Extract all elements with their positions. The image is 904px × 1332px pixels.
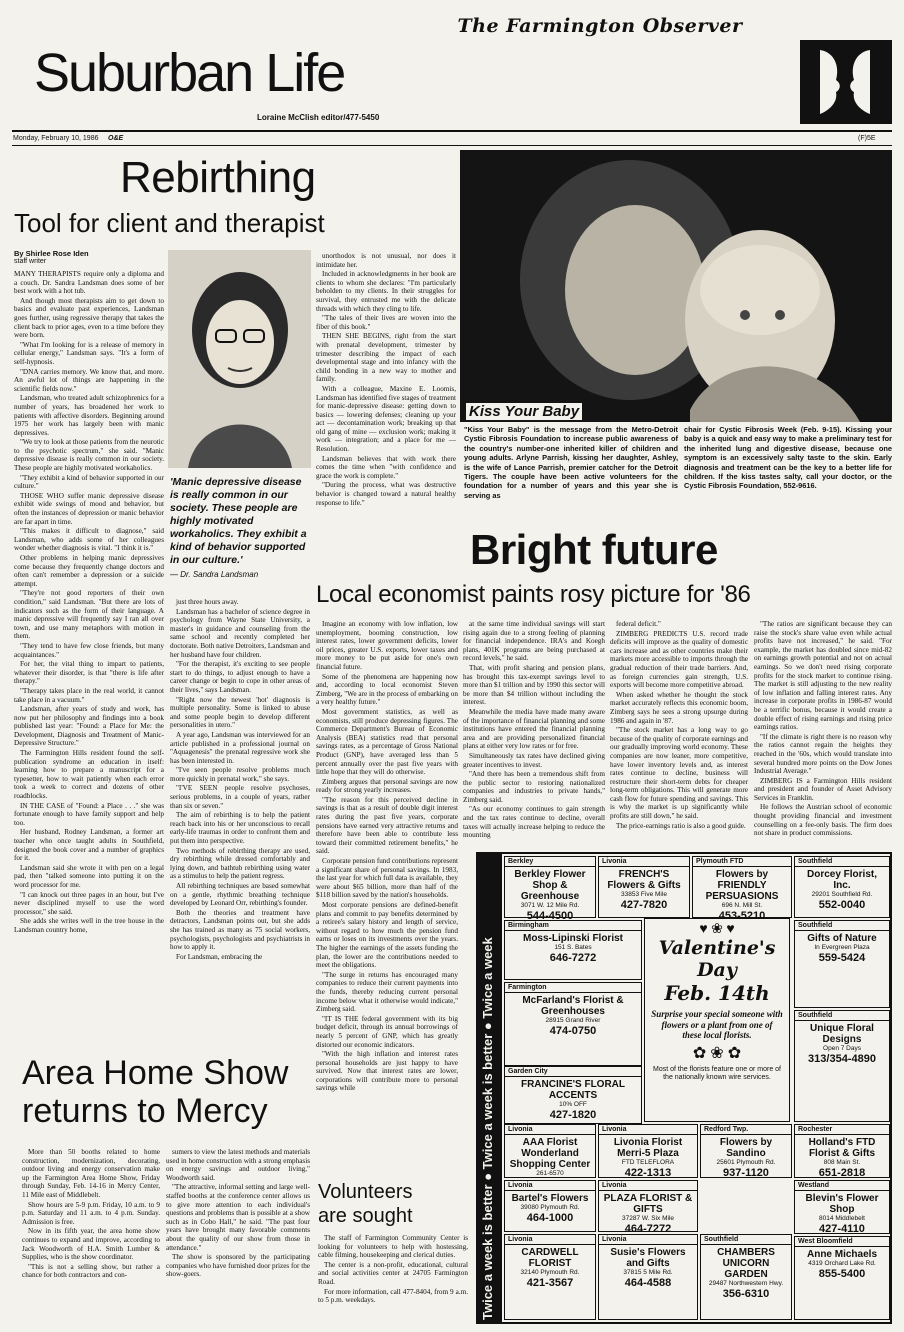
page-number: (F)5E xyxy=(858,135,876,142)
rebirthing-subhead: Tool for client and therapist xyxy=(14,208,325,238)
florist-address: 25601 Plymouth Rd. xyxy=(716,1159,776,1166)
florist-ad xyxy=(794,1010,890,1122)
paragraph: "The stock market has a long way to go because of the quality of corporate earnings and our gradually improving world economy. These companies are now leaner, more competitive, have lower inventory levels and, as interest rates continue to decline, business will restructure their short-term debts for cheaper long-term obligations. This will generate more cash flow for future spending and savings. This is why the market is up significantly while profits are still down," he said. xyxy=(610,726,748,821)
paragraph: Some of the phenomena are happening now and, according to local economist Steven Zimberg, "We are in the process of embarking on a very healthy future." xyxy=(316,672,458,707)
florist-phone: 356-6310 xyxy=(722,1288,770,1300)
valentine-date: Feb. 14th xyxy=(664,981,770,1005)
florist-ad xyxy=(504,1234,596,1320)
paragraph: The staff of Farmington Community Center is looking for volunteers to help with hostessing, cable filming, housekeeping and clerical duties. xyxy=(318,1234,468,1260)
paragraph: MANY THERAPISTS require only a diploma and a couch. Dr. Sandra Landsman does some of her best work with a hot tub. xyxy=(14,270,164,296)
florist-name: Holland's FTD Florist & Gifts xyxy=(808,1137,876,1159)
paragraph: She adds she writes well in the tree house in the Landsman country home, xyxy=(14,917,164,934)
florist-name: AAA Florist Wonderland Shopping Center xyxy=(509,1137,591,1170)
florist-ad xyxy=(598,1234,698,1320)
florist-name: FRANCINE'S FLORAL ACCENTS xyxy=(520,1079,626,1101)
florist-address: 37815 5 Mile Rd. xyxy=(623,1269,673,1276)
volunteers-headline-2: are sought xyxy=(318,1205,413,1227)
faces-logo-icon xyxy=(800,40,892,124)
kiss-your-baby-banner: Kiss Your Baby xyxy=(466,403,582,420)
paragraph: Two methods of rebirthing therapy are used, dry rebirthing while dressed comfortably and lying down, and bathtub rebirthing using water as a stimulus to help the patient regress. xyxy=(170,846,310,881)
florist-town: Southfield xyxy=(795,921,889,931)
florist-ad xyxy=(504,1066,642,1124)
florist-name: McFarland's Florist & Greenhouses xyxy=(522,995,624,1017)
valentine-text: Surprise your special someone with flowers or a plant from one of these local florists. xyxy=(651,1009,783,1040)
paragraph: "The ratios are significant because they can raise the stock's share value even while actual profits have not increased," he said. "For example, the market has doubled since mid-82 on earnings growth potential and not on actual earnings. So we don't need rising corporate profits for the stock market to continue rising. The market is still adjusting to the new reality of low inflation and falling interest rates. Any increase in corporate profits in 1986-87 would be a terrific bonus, because it would create a double effect of rising earnings and rising price earnings ratios. xyxy=(754,620,892,732)
florist-ad xyxy=(794,1180,890,1234)
home-show-headline-1: Area Home Show xyxy=(22,1054,289,1092)
paragraph: THOSE WHO suffer manic depressive disease exhibit wide swings of mood and behavior, but often the instances of depression or manic behavior are far apart in time. xyxy=(14,491,164,526)
bright-column-2 xyxy=(463,620,605,848)
florist-address: 33853 Five Mile xyxy=(621,891,667,898)
florist-address: 29487 Northwestern Hwy. xyxy=(708,1280,784,1287)
florist-phone: 464-7272 xyxy=(624,1223,672,1235)
florist-phone: 427-7820 xyxy=(620,899,668,911)
masthead-logo xyxy=(800,40,892,124)
florist-address: 151 S. Bates xyxy=(554,944,592,951)
paragraph: Landsman, after years of study and work, has now put her philosophy and findings into a book published last year: "Found: a Place for Me: the Development, Diagnosis and Treatment of Manic-Depressive Structure." xyxy=(14,705,164,748)
paragraph: "This makes it difficult to diagnose," said Landsman, who adds some of her colleagues wonder whether diagnosis is vital. "I think it is." xyxy=(14,527,164,553)
paragraph: Landsman has a bachelor of science degree in psychology from Wayne State University, a master's in guidance and counseling from the same school and recently completed her doctorate. Both native Detroiters, Landsman and her husband have four children. xyxy=(170,607,310,659)
rebirthing-column-2 xyxy=(170,598,310,1048)
paragraph: "The surge in returns has encouraged many companies to reduce their current payments into the funds, thereby reducing current personal income below what it otherwise would indicate," Zimberg said. xyxy=(316,970,458,1014)
florist-phone: 474-0750 xyxy=(549,1025,597,1037)
paragraph: "I can knock out three pages in an hour, but I've never disciplined myself to use the word processor," she said. xyxy=(14,890,164,916)
rebirthing-column-3 xyxy=(316,252,456,530)
florist-ad xyxy=(794,1236,890,1320)
florist-phone: 651-2818 xyxy=(818,1167,866,1179)
paragraph: He follows the Austrian school of economic thought providing financial and investment counselling on a fee-only basis. The firm does not share in product commissions. xyxy=(754,803,892,838)
paragraph: The center is a non-profit, educational, cultural and social activities center at 24705 Farmington Road. xyxy=(318,1260,468,1286)
paragraph: "I'VE SEEN people resolve psychoses, serious problems, in a couple of years, rather than six or seven." xyxy=(170,784,310,810)
edition-mark: O&E xyxy=(108,135,124,142)
paragraph: "During the process, what was destructive behavior is changed toward a natural healthy response to life." xyxy=(316,481,456,507)
paragraph: Most government statistics, as well as economists, still produce depressing figures. The Commerce Department's Bureau of Economic Analysis (BEA) statistics read that personal savings rates, as a percentage of Gross National Product (GNP), have averaged less than 5 percent annually over the past five years with little hope that they will do otherwise. xyxy=(316,707,458,777)
florist-town: Redford Twp. xyxy=(701,1125,791,1135)
paragraph: With a colleague, Maxine E. Loomis, Landsman has identified five stages of treatment for manic-depressive disease: getting down to basics — lowering defenses; cleaning up your act — decontamination work; breaking up that old gang of mine — exclusion work; making it work — integration; and a place for me — Resolution. xyxy=(316,384,456,454)
florist-side-banner xyxy=(476,852,502,1324)
paragraph: "I've seen people resolve problems much more quickly in prenatal work," she says. xyxy=(170,766,310,783)
florist-town: Livonia xyxy=(505,1125,595,1135)
paragraph: "Right now the newest 'hot' diagnosis is multiple personality. Some is linked to abuse and some people begin to develop different personalities in utero." xyxy=(170,695,310,730)
florist-ad xyxy=(794,920,890,1008)
paragraph: Most corporate pensions are defined-benefit plans and commit to pay benefits determined by a retiree's salary history and length of service, without regard to how much the pension fund earns or loses on its investments over the years. The higher the earnings of the assets funding the plan, the lower are the contributions needed to meet the obligations. xyxy=(316,901,458,970)
florist-phone: 544-4500 xyxy=(526,910,574,922)
florist-ad xyxy=(700,1124,792,1178)
florist-town: Rochester xyxy=(795,1125,889,1135)
florist-name: Unique Floral Designs xyxy=(810,1023,874,1045)
paragraph: Meanwhile the media have made many aware of the importance of financial planning and some institutions have entered the financial planning area and are providing personalized financial plans at either very low rates or for free. xyxy=(463,707,605,751)
florist-town: Livonia xyxy=(505,1181,595,1191)
florist-address: 28915 Grand River xyxy=(545,1017,601,1024)
florist-phone: 464-4588 xyxy=(624,1277,672,1289)
rebirthing-headline: Rebirthing xyxy=(120,153,316,202)
florist-town: Farmington xyxy=(505,983,641,993)
paragraph: And though most therapists aim to get down to basics and evaluate past experiences, Landsman goes further, using regressive therapy that takes the client back to prior ages, even to a time before they were born. xyxy=(14,296,164,340)
paragraph: Landsman, who treated adult schizophrenics for a number of years, has broadened her work to patients with affective disorders. Beginning around 1975 her work has largely been with manic depressives. xyxy=(14,394,164,437)
kiss-your-baby-photo xyxy=(460,150,892,422)
florist-town: Birmingham xyxy=(505,921,641,931)
florist-address: 32140 Plymouth Rd. xyxy=(520,1269,580,1276)
florist-town: Garden City xyxy=(505,1067,641,1077)
paragraph: just three hours away. xyxy=(176,598,239,606)
florist-address: 8014 Middlebelt xyxy=(819,1215,865,1222)
paragraph: "They exhibit a kind of behavior supported in our culture." xyxy=(14,473,164,491)
florist-name: Berkley Flower Shop & Greenhouse xyxy=(514,869,586,902)
paragraph: Imagine an economy with low inflation, low unemployment, booming construction, low interest rates, lower government deficits, lower oil prices, greater U.S. exports, lower taxes and more money to be put aside for one's own financial future. xyxy=(316,620,458,671)
bright-future-headline: Bright future xyxy=(470,526,718,573)
florist-town: Livonia xyxy=(599,857,689,867)
paragraph: All rebirthing techniques are based somewhat on a gentle, rhythmic breathing technique developed by Leonard Orr, rebirthing's founder. xyxy=(170,882,310,908)
paragraph: Both the theories and treatment have detractors, Landsman points out, but she adds she has trained as many as 75 social workers, psychologists, psychologists and psychiatrists in how to apply it. xyxy=(170,908,310,952)
paragraph: ZIMBERG PREDICTS U.S. record trade deficits will improve as the quality of domestic cars increase and as other countries make their markets more accessible to imports through the gradual reduction of their trade barriers. And, as foreign currencies gain strength, U.S. exports will become more competitive abroad. xyxy=(610,629,748,690)
valentine-title-1: Valentine's xyxy=(658,937,776,959)
paragraph: The show is sponsored by the participating companies who have furnished door prizes for the show-goers. xyxy=(166,1253,310,1279)
paragraph: For her, the vital thing to impart to patients, whatever their disorder, is that "there is life after therapy." xyxy=(14,660,164,686)
florist-name: PLAZA FLORIST & GIFTS xyxy=(603,1193,693,1215)
paragraph: "The attractive, informal setting and large well-staffed booths at the conference center allows us to give more attention to each individual's questions and problems than is possible at a show such as in Cobo Hall," he said. "The past four years have brought many favorable comments about the quality of our show from those in attendance." xyxy=(166,1183,310,1252)
home-show-column-2 xyxy=(166,1148,310,1324)
florist-ad xyxy=(504,1180,596,1232)
florist-town: Westland xyxy=(795,1181,889,1191)
paragraph: A year ago, Landsman was interviewed for an article published in a professional journal on "Aquagenesis" the prenatal regressive work she has been interested in. xyxy=(170,730,310,765)
paragraph: The aim of rebirthing is to help the patient reach back into his or her unconscious to recall early-life traumas in order to confront them and put them into perspective. xyxy=(170,811,310,846)
paragraph: "With the high inflation and interest rates personal households are just happy to have survived. Now that interest rates are lower, corporations will contribute more to personal savings while xyxy=(316,1050,458,1093)
paragraph: at the same time individual savings will start rising again due to a strong feeling of planning for financial independence. IRA's and Koegh plans, 401K programs are being purchased at record levels," he said. xyxy=(463,620,605,663)
florist-town: Livonia xyxy=(599,1125,697,1135)
paragraph: Her husband, Rodney Landsman, a former art teacher who once taught adults in Southfield, designed the book cover and a number of graphics for it. xyxy=(14,828,164,863)
paragraph: "What I'm looking for is a release of memory in cellular energy," Landsman says. "It's a form of self-hypnosis. xyxy=(14,340,164,366)
florist-name: Flowers by FRIENDLY PERSUASIONS xyxy=(705,869,779,902)
paragraph: unorthodox is not unusual, nor does it intimidate her. xyxy=(316,252,456,269)
florist-phone: 559-5424 xyxy=(818,952,866,964)
florist-town: Berkley xyxy=(505,857,595,867)
florist-name: CHAMBERS UNICORN GARDEN xyxy=(717,1247,775,1280)
valentine-heart-icon: ♥ ❀ ♥ xyxy=(699,922,735,937)
florist-address: In Evergreen Plaza xyxy=(814,944,870,951)
pullquote xyxy=(170,476,310,579)
florist-name: Gifts of Nature xyxy=(807,933,877,944)
florist-address: Open 7 Days xyxy=(823,1045,861,1052)
bright-column-4 xyxy=(754,620,892,848)
paragraph: The Farmington Hills resident found the self-publication syndrome an education in itself: learning how to prepare a manuscript for a typesetter, how to wait patiently when each error took a week to correct and dozens of other roadblocks. xyxy=(14,749,164,801)
florist-address: 4319 Orchard Lake Rd. xyxy=(808,1260,876,1267)
florist-ad xyxy=(504,856,596,922)
paragraph: sumers to view the latest methods and materials used in home construction with a strong emphasis on energy savings and outdoor living," Woodworth said. xyxy=(166,1148,310,1182)
florist-name: Bartel's Flowers xyxy=(511,1193,589,1204)
paragraph: Landsman believes that with work there comes the time when "with confidence and grace the work is complete." xyxy=(316,454,456,480)
paragraph: federal deficit." xyxy=(616,620,661,628)
editor-credit: Loraine McClish editor/477-5450 xyxy=(257,113,380,122)
paragraph: "Therapy takes place in the real world, it cannot take place in a vacuum." xyxy=(14,686,164,704)
paragraph: Simultaneously tax rates have declined giving greater incentives to invest. xyxy=(463,751,605,769)
paragraph: "And there has been a tremendous shift from the public sector to restoring nationalized companies and industries to private hands," Zimberg said. xyxy=(463,770,605,804)
florist-address: 261-6570 xyxy=(536,1170,564,1177)
rebirthing-byline-title: staff writer xyxy=(14,258,47,265)
bright-column-3 xyxy=(610,620,748,848)
florist-town: Livonia xyxy=(599,1235,697,1245)
landsman-portrait xyxy=(168,250,311,468)
florist-name: Blevin's Flower Shop xyxy=(805,1193,879,1215)
florist-address: FTD TELEFLORA xyxy=(621,1159,675,1166)
paragraph: "The tales of their lives are woven into the fiber of this book." xyxy=(316,314,456,331)
florist-town: Livonia xyxy=(599,1181,697,1191)
home-show-column-1 xyxy=(22,1148,160,1324)
dateline-rule xyxy=(12,145,892,146)
paragraph: "IT IS THE federal government with its big budget deficit, through its annual borrowings of nearly 5 percent of GNP, which has greatly distorted our economic indicators. xyxy=(316,1014,458,1049)
florist-name: Moss-Lipinski Florist xyxy=(522,933,623,944)
florist-address: 29201 Southfield Rd. xyxy=(811,891,873,898)
paragraph: Zimberg argues that personal savings are now ready for strong yearly increases. xyxy=(316,777,458,795)
florist-name: Anne Michaels xyxy=(806,1249,878,1260)
paragraph: Corporate pension fund contributions represent a significant share of personal savings. In 1983, the last year for which full data is available, they were about $65 billion, more than half of the $118 billion saved by the nation's households. xyxy=(316,857,458,900)
florist-town: Southfield xyxy=(795,857,889,867)
masthead-rule xyxy=(12,130,892,132)
florist-phone: 855-5400 xyxy=(818,1268,866,1280)
florist-name: Dorcey Florist, Inc. xyxy=(806,869,878,891)
volunteers-headline-1: Volunteers xyxy=(318,1181,413,1203)
paragraph: IN THE CASE of "Found: a Place . . ." she was fortunate enough to have family support and help too. xyxy=(14,801,164,827)
florist-phone: 421-3567 xyxy=(526,1277,574,1289)
florist-name: Livonia Florist Merri-5 Plaza xyxy=(613,1137,683,1159)
florist-phone: 552-0040 xyxy=(818,899,866,911)
paragraph: "This is not a selling show, but rather a chance for both contractors and con- xyxy=(22,1262,160,1280)
paragraph: "They're not good reporters of their own condition," said Landsman. "But there are lots of indicators such as the form of their language. A manic depressive will frequently say I ran all over town, and use many metaphors with motion in them. xyxy=(14,589,164,641)
paragraph: When asked whether he thought the stock market accurately reflects this economic boom, Zimberg says he sees a strong upsurge during 1986 and again in '87. xyxy=(610,690,748,725)
paragraph: Included in acknowledgments in her book are clients to whom she declares: "I'm particularly beholden to my clients. In their struggles for survival, they entrusted me with the delicate threads with which they cling to life. xyxy=(316,270,456,313)
paragraph: Landsman said she wrote it with pen on a legal pad, then "talked someone into putting it on the word processor for me. xyxy=(14,863,164,889)
florist-address: 37287 W. Six Mile xyxy=(621,1215,675,1222)
paragraph: "They tend to have few close friends, but many acquaintances." xyxy=(14,641,164,659)
bright-column-1 xyxy=(316,620,458,1093)
kiss-caption-right: chair for Cystic Fibrosis Week (Feb. 9-15). Kissing your baby is a quick and easy way to make a preliminary test for the inherited lung and digestive disease, because one symptom is an excessively salty taste to the skin. Early diagnosis and treatment can be the key to a better life for children. If the kiss tastes salty, call your doctor, or the Cystic Fibrosis Foundation, 552-9616. xyxy=(684,425,892,491)
florist-town: Livonia xyxy=(505,1235,595,1245)
florist-ad xyxy=(504,920,642,980)
florist-phone: 427-4110 xyxy=(819,1223,865,1235)
florist-ad xyxy=(504,982,642,1066)
paragraph: For Landsman, embracing the xyxy=(176,952,263,961)
dateline: Monday, February 10, 1986 xyxy=(13,135,99,142)
bright-future-subhead: Local economist paints rosy picture for '86 xyxy=(316,581,751,608)
valentine-feature xyxy=(644,918,790,1122)
florist-name: FRENCH'S Flowers & Gifts xyxy=(607,869,681,891)
florist-phone: 464-1000 xyxy=(526,1212,574,1224)
home-show-headline-2: returns to Mercy xyxy=(22,1092,268,1130)
florist-name: Susie's Flowers and Gifts xyxy=(610,1247,686,1269)
paragraph: Now in its fifth year, the area home show continues to expand and improve, according to Jack Woodworth of H.A. Smith Lumber & Supplies, who is the show coordinator. xyxy=(22,1227,160,1262)
florist-name: CARDWELL FLORIST xyxy=(521,1247,579,1269)
florist-ad xyxy=(794,856,890,918)
paragraph: Show hours are 5-9 p.m. Friday, 10 a.m. to 9 p.m. Saturday and 11 a.m. to 4 p.m. Sunday. Admission is free. xyxy=(22,1200,160,1226)
florist-phone: 646-7272 xyxy=(549,952,597,964)
florist-address: 808 Main St. xyxy=(823,1159,861,1166)
paragraph: ZIMBERG IS a Farmington Hills resident and president and founder of Asset Advisory Services in Franklin. xyxy=(754,776,892,802)
florist-ad xyxy=(598,1124,698,1178)
section-title: Suburban Life xyxy=(34,43,345,103)
florist-ad xyxy=(794,1124,890,1178)
kiss-caption-left: "Kiss Your Baby" is the message from the Metro-Detroit Cystic Fibrosis Foundation to increase public awareness of the country's number-one inherited killer of children and young adults. Arlyne Parrish, kissing her daughter, Ashley, is the wife of Lance Parrish, premier catcher for the Detroit Tigers. The couple have been active volunteers for the foundation for a number of years and this year she is serving as xyxy=(464,425,678,500)
florist-address: 696 N. Mill St. xyxy=(721,902,763,909)
paragraph: "If the climate is right there is no reason why the ratios cannot regain the heights they reached in the '60s, which would translate into several hundred more points on the Dow Jones Industrial Average." xyxy=(754,732,892,776)
florist-phone: 453-5210 xyxy=(718,910,766,922)
florist-ad xyxy=(700,1234,792,1320)
florist-ad xyxy=(692,856,792,922)
volunteers-body xyxy=(318,1234,468,1324)
side-banner-text: Twice a week is better ● Twice a week is better ● Twice a week xyxy=(480,937,495,1320)
florist-phone: 427-1820 xyxy=(549,1109,597,1121)
paper-nameplate: The Farmington Observer xyxy=(457,15,743,37)
paragraph: THEN SHE BEGINS, right from the start with prenatal development, trimester by trimester describing the impact of each developmental stage and into infancy with the child bonding in a new way to mother and family. xyxy=(316,332,456,384)
florist-town: Plymouth FTD xyxy=(693,857,791,867)
florist-phone: 937-1120 xyxy=(723,1167,769,1179)
florist-ad xyxy=(598,1180,698,1235)
valentine-flowers-icon: ✿ ❀ ✿ xyxy=(692,1044,742,1062)
valentine-note: Most of the florists feature one or more of the nationally known wire services. xyxy=(653,1065,782,1081)
florist-ad xyxy=(504,1124,596,1178)
paragraph: "We try to look at those patients from the neurotic to the psychotic spectrum," she said. "Manic depressive disease is really common in our society. These people are highly motivated workaholics. xyxy=(14,438,164,473)
florist-phone: 422-1313 xyxy=(624,1167,672,1179)
paragraph: Other problems in helping manic depressives come because they frequently change doctors and often can't remember a depression or a suicide attempt. xyxy=(14,554,164,588)
florist-address: 39080 Plymouth Rd. xyxy=(520,1204,580,1211)
paragraph: The price-earnings ratio is also a good guide. xyxy=(616,821,746,830)
florist-town: Southfield xyxy=(795,1011,889,1021)
florist-ad xyxy=(598,856,690,918)
florist-name: Flowers by Sandino xyxy=(719,1137,773,1159)
rebirthing-byline: By Shirlee Rose Iden xyxy=(14,249,89,258)
paragraph: "As our economy continues to gain strength and the tax rates continue to decline, overall taxes will actually increase helping to reduce the mounting xyxy=(463,805,605,840)
pullquote-attribution: — Dr. Sandra Landsman xyxy=(170,570,259,579)
rebirthing-column-1 xyxy=(14,270,164,1048)
paragraph: "For the therapist, it's exciting to see people start to do things, to adjust enough to have a career change or begin to cope in other areas of their lives," says Landsman. xyxy=(170,660,310,694)
florist-town: West Bloomfield xyxy=(795,1237,889,1247)
florist-town: Southfield xyxy=(701,1235,791,1245)
paragraph: That, with profit sharing and pension plans, has brought this tax-exempt savings level to more than $1 trillion and by 1990 this sector will be more than $4 trillion without including the interest. xyxy=(463,663,605,707)
pullquote-text: 'Manic depressive disease is really common in our society. These people are highly motivated workaholics. They exhibit a kind of behavior supported in our culture.' xyxy=(170,476,307,566)
florist-phone: 313/354-4890 xyxy=(808,1053,876,1065)
paragraph: "The reason for this perceived decline in savings is that as a result of double digit interest rates during the past five years, corporate pensions have earned very attractive returns and therefore have been able to contribute less toward their committed retirement benefits," he said. xyxy=(316,795,458,856)
valentine-title-2: Day xyxy=(697,959,737,981)
paragraph: More than 50 booths related to home construction, modernization, decorating, outdoor living and energy conservation make up the Farmington Area Home Show, Friday through Sunday, Feb. 14-16 in Mercy Center, 11 Mile east of Middlebelt. xyxy=(22,1148,160,1199)
florist-address: 3071 W. 12 Mile Rd. xyxy=(520,902,580,909)
florist-address: 10% OFF xyxy=(559,1101,587,1108)
paragraph: "DNA carries memory. We know that, and more. An awful lot of things are happening in the scientific fields now." xyxy=(14,367,164,393)
paragraph: For more information, call 477-8404, from 9 a.m. to 5 p.m. weekdays. xyxy=(318,1287,468,1305)
